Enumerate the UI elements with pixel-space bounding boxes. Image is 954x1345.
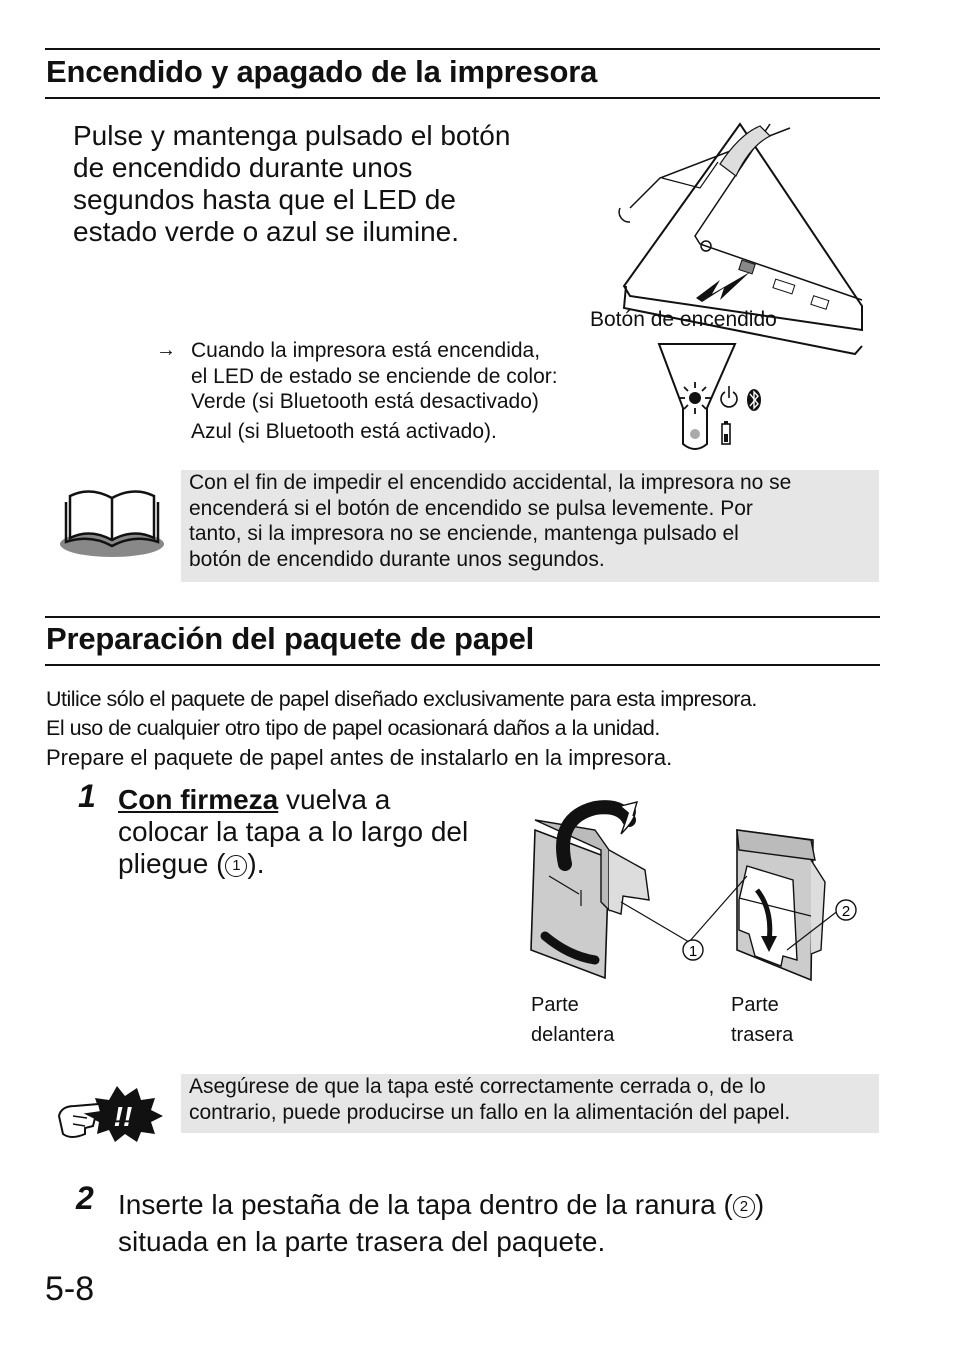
step-1-line1: vuelva a	[278, 784, 391, 815]
warning-icon	[55, 1082, 165, 1142]
power-button-label: Botón de encendido	[590, 308, 777, 331]
power-note	[181, 470, 879, 582]
intro-line: segundos hasta que el LED de	[73, 184, 456, 215]
page-number: 5-8	[45, 1270, 95, 1308]
note-line: Con el fin de impedir el encendido accidental, la impresora no se	[189, 471, 792, 494]
warning-note	[181, 1074, 879, 1133]
step-1-line3-after: ).	[247, 848, 265, 879]
note-line: encenderá si el botón de encendido se pulsa levemente. Por	[189, 496, 753, 520]
result-line: el LED de estado se enciende de color:	[191, 364, 558, 388]
result-line: Cuando la impresora está encendida,	[191, 339, 541, 362]
section1-bottom-rule	[45, 97, 880, 99]
front-label: Parte delantera	[531, 994, 615, 1046]
section2-title: Preparación del paquete de papel	[46, 621, 535, 656]
section1-intro	[73, 120, 510, 248]
fold-marker: 1	[225, 855, 247, 877]
led-indicator-illustration	[655, 340, 770, 455]
section1-title: Encendido y apagado de la impresora	[46, 54, 598, 89]
intro-line: Utilice sólo el paquete de papel diseñado exclusivamente para esta impresora.	[46, 687, 757, 711]
book-icon	[60, 482, 165, 558]
result-line: Verde (si Bluetooth está desactivado)	[191, 390, 539, 413]
step-1-emphasis: Con firmeza	[118, 784, 279, 815]
svg-text:!!: !!	[113, 1101, 133, 1132]
arrow-glyph: →	[156, 339, 176, 361]
step-2-text	[118, 1186, 764, 1260]
step-1-text	[118, 784, 468, 880]
intro-line: El uso de cualquier otro tipo de papel ocasionará daños a la unidad.	[46, 716, 660, 740]
warning-line: Asegúrese de que la tapa esté correctamente cerrada o, de lo	[189, 1075, 766, 1098]
back-label: Parte trasera	[731, 994, 794, 1046]
note-line: tanto, si la impresora no se enciende, mantenga pulsado el	[189, 522, 739, 545]
step-2-line1-after: )	[754, 1189, 765, 1220]
slot-marker: 2	[733, 1196, 755, 1218]
intro-line: de encendido durante unos	[73, 152, 413, 183]
led-result-text	[191, 338, 558, 444]
intro-line: Pulse y mantenga pulsado el botón	[73, 120, 511, 151]
step-2-number: 2	[76, 1180, 94, 1216]
note-line: botón de encendido durante unos segundos.	[189, 547, 605, 571]
intro-line: estado verde o azul se ilumine.	[73, 216, 459, 247]
section2-top-rule	[45, 616, 880, 618]
section2-intro	[46, 685, 757, 772]
step-2-line1-before: Inserte la pestaña de la tapa dentro de la ranura (	[118, 1189, 733, 1220]
intro-line: Prepare el paquete de papel antes de instalarlo en la impresora.	[46, 745, 673, 770]
section2-bottom-rule	[45, 664, 880, 666]
callout-1: 1	[688, 943, 698, 960]
section1-top-rule	[45, 48, 880, 50]
paper-pack-illustration	[525, 790, 870, 990]
result-line: Azul (si Bluetooth está activado).	[191, 419, 497, 443]
callout-2: 2	[841, 903, 851, 920]
step-1-line3-before: pliegue (	[118, 848, 226, 879]
warning-line: contrario, puede producirse un fallo en la alimentación del papel.	[189, 1100, 791, 1124]
step-1-line2: colocar la tapa a lo largo del	[118, 816, 469, 847]
step-2-line2: situada en la parte trasera del paquete.	[118, 1226, 606, 1257]
step-1-number: 1	[78, 778, 96, 814]
